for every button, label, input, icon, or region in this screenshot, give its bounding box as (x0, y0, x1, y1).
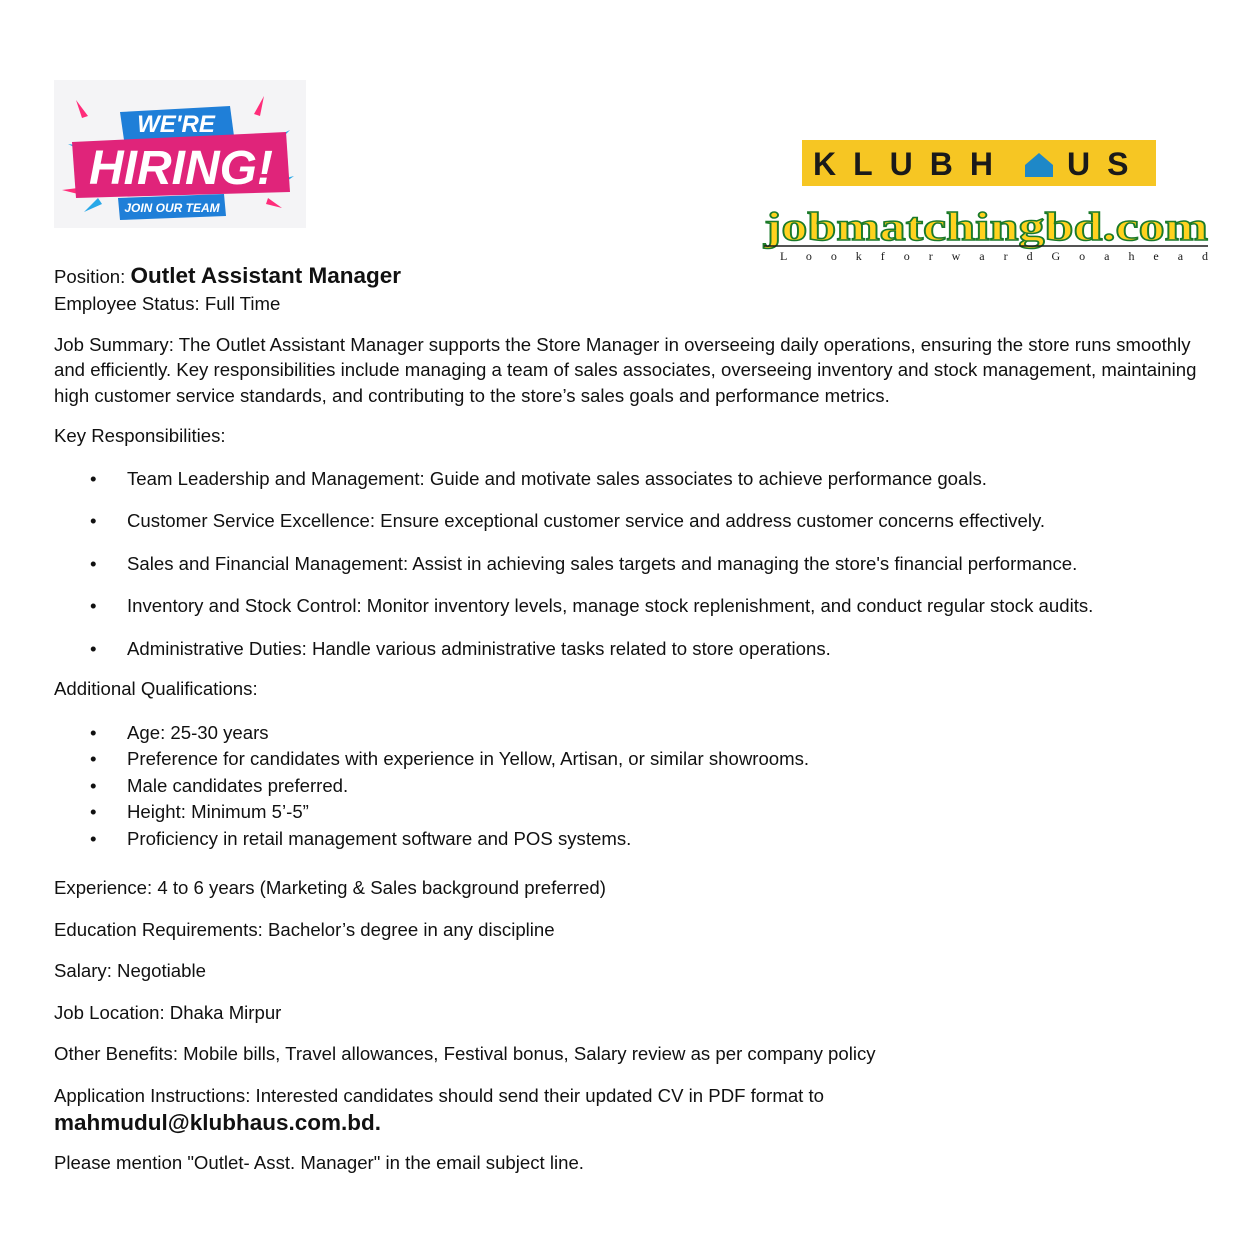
badge-line2: HIRING! (89, 142, 273, 195)
list-item: • Proficiency in retail management software and POS systems. (54, 826, 1214, 853)
position-label: Position: (54, 266, 126, 287)
badge-line1: WE'RE (137, 111, 215, 138)
additional-qualifications-heading: Additional Qualifications: (54, 678, 258, 699)
other-benefits: Other Benefits: Mobile bills, Travel allowances, Festival bonus, Salary review as per company policy (54, 1043, 876, 1064)
company-logo-right: US (1067, 146, 1146, 182)
badge-line3: JOIN OUR TEAM (124, 201, 220, 215)
salary: Salary: Negotiable (54, 960, 206, 981)
position-title: Outlet Assistant Manager (130, 263, 401, 288)
experience: Experience: 4 to 6 years (Marketing & Sales background preferred) (54, 877, 606, 898)
list-item: • Male candidates preferred. (54, 773, 1214, 800)
email-subject-note: Please mention "Outlet- Asst. Manager" in the email subject line. (54, 1152, 584, 1173)
job-site-name: jobmatchingbd.com (762, 204, 1208, 249)
list-item: • Height: Minimum 5’-5” (54, 799, 1214, 826)
list-item: • Sales and Financial Management: Assist in achieving sales targets and managing the store's financial performance. (54, 551, 1214, 577)
company-logo (802, 140, 1156, 186)
key-responsibilities-list (54, 466, 1214, 662)
list-item: • Inventory and Stock Control: Monitor inventory levels, manage stock replenishment, and conduct regular stock audits. (54, 593, 1214, 619)
list-item: • Team Leadership and Management: Guide and motivate sales associates to achieve performance goals. (54, 466, 1214, 492)
job-location: Job Location: Dhaka Mirpur (54, 1001, 282, 1023)
hiring-badge-graphic (54, 80, 306, 228)
additional-qualifications-list (54, 720, 1214, 853)
job-site-logo-graphic (762, 204, 1212, 264)
application-instructions: Application Instructions: Interested candidates should send their updated CV in PDF format to (54, 1084, 825, 1106)
list-item: • Preference for candidates with experience in Yellow, Artisan, or similar showrooms. (54, 746, 1214, 773)
list-item: • Customer Service Excellence: Ensure exceptional customer service and address customer concerns effectively. (54, 508, 1214, 534)
application-email: mahmudul@klubhaus.com.bd. (54, 1110, 381, 1135)
list-item: • Age: 25-30 years (54, 720, 1214, 747)
job-site-logo (762, 204, 1212, 264)
position-line (54, 262, 1214, 291)
list-item: • Administrative Duties: Handle various administrative tasks related to store operations. (54, 636, 1214, 662)
house-icon (1025, 153, 1053, 177)
company-logo-graphic (809, 143, 1149, 183)
education: Education Requirements: Bachelor’s degree in any discipline (54, 918, 555, 940)
job-posting (54, 262, 1214, 1176)
job-site-tagline: L o o k f o r w a r d G o a h e a d (780, 249, 1208, 263)
key-responsibilities-heading: Key Responsibilities: (54, 425, 226, 446)
company-logo-left: KLUBH (813, 146, 1010, 182)
hiring-badge (54, 80, 306, 228)
employee-status: Employee Status: Full Time (54, 293, 281, 314)
job-summary: Job Summary: The Outlet Assistant Manager supports the Store Manager in overseeing daily operations, ensuring the store runs smoothly and efficiently. Key responsibilities include managing a team of sales associates, overseeing inventory and stock management, maintaining high customer service standards, and contributing to the store’s sales goals and performance metrics. (54, 333, 1197, 406)
